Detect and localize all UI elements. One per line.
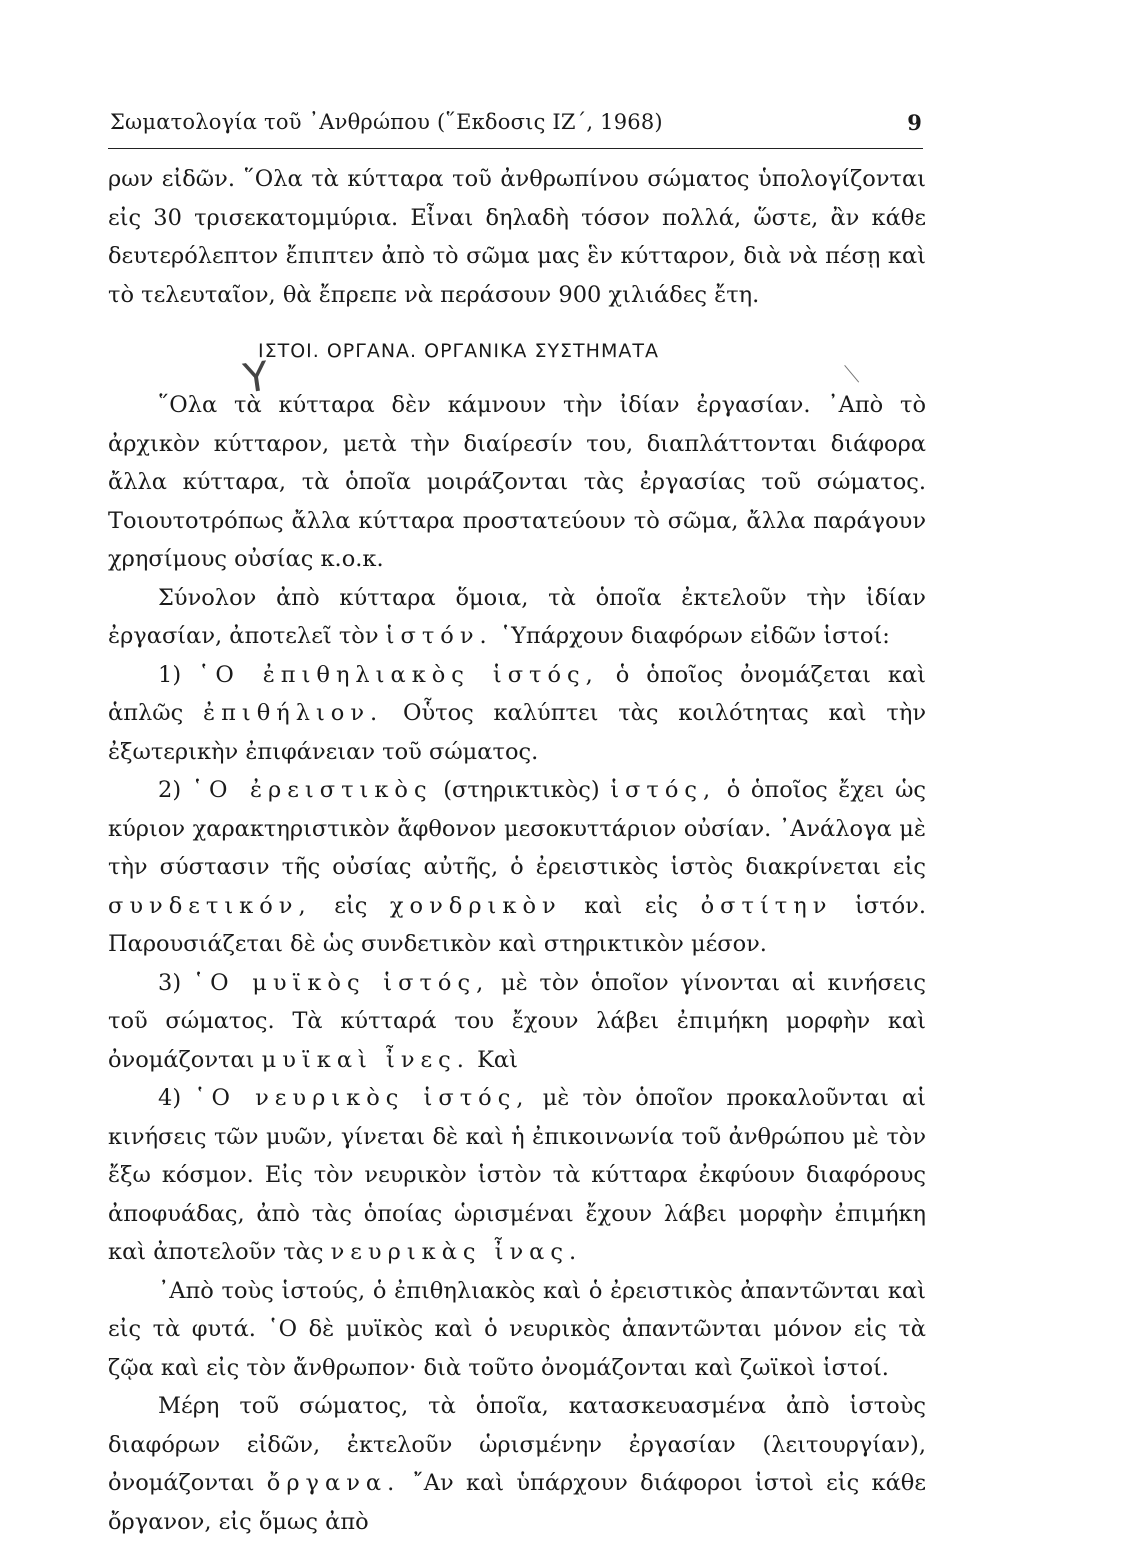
- section-heading: ΙΣΤΟΙ. ΟΡΓΑΝΑ. ΟΡΓΑΝΙΚΑ ΣΥΣΤΗΜΑΤΑ: [258, 340, 659, 362]
- page-number: 9: [907, 110, 922, 135]
- term-organa: ὄργανα.: [266, 1470, 401, 1496]
- term-neurikas-inas: νευρικὰς ἶνας.: [330, 1239, 583, 1265]
- term-chondrikon: χονδρικὸν: [389, 892, 562, 919]
- header-rule: [108, 148, 923, 149]
- paragraph-organs: Μέρη τοῦ σώματος, τὰ ὁποῖα, κατασκευασμένα ἀπὸ ἱστοὺς διαφόρων εἰδῶν, ἐκτελοῦν ὡρισμένην ἐργασίαν (λειτουργίαν), ὀνομάζονται ὄργανα. ῎Αν καὶ ὑπάρχουν διάφοροι ἱστοὶ εἰς κάθε ὄργανον, εἰς ὅμως ἀπὸ: [108, 1393, 926, 1535]
- term-epithelion: ἐπιθήλιον.: [203, 700, 384, 726]
- list-item-epithelial: 1) ῾Ο ἐπιθηλιακὸς ἱστός, ὁ ὁποῖος ὀνομάζεται καὶ ἁπλῶς ἐπιθήλιον. Οὗτος καλύπτει τὰς κοιλότητας καὶ τὴν ἐξωτερικὴν ἐπιφάνειαν τοῦ σώματος.: [108, 661, 927, 765]
- term-neurikos: ῾Ο νευρικὸς ἱστός,: [194, 1085, 530, 1111]
- term-istos: ἱστόν.: [385, 623, 493, 649]
- term-ereistikos: ῾Ο ἐρειστικὸς: [191, 777, 433, 803]
- term-myikai-ines: μυϊκαὶ ἶνες.: [261, 1046, 470, 1073]
- paragraph-tissue-distribution: ᾽Απὸ τοὺς ἱστούς, ὁ ἐπιθηλιακὸς καὶ ὁ ἐρειστικὸς ἀπαντῶνται καὶ εἰς τὰ φυτά. ῾Ο δὲ μυϊκὸς καὶ ὁ νευρικὸς ἀπαντῶνται μόνον εἰς τὰ ζῷα καὶ εἰς τὸν ἄνθρωπον· διὰ τοῦτο ὀνομάζονται καὶ ζωϊκοὶ ἱστοί.: [108, 1277, 926, 1381]
- term-ostitin: ὀστίτην: [700, 892, 833, 919]
- body-text: [108, 160, 926, 1541]
- running-header: [110, 110, 922, 134]
- paragraph-cells: ῞Ολα τὰ κύτταρα δὲν κάμνουν τὴν ἰδίαν ἐργασίαν. ᾽Απὸ τὸ ἀρχικὸν κύτταρον, μετὰ τὴν διαίρεσίν του, διαπλάττονται διάφορα ἄλλα κύτταρα, τὰ ὁποῖα μοιράζονται τὰς ἐργασίας τοῦ σώματος. Τοιουτοτρόπως ἄλλα κύτταρα προστατεύουν τὸ σῶμα, ἄλλα παράγουν χρησίμους οὐσίας κ.ο.κ.: [108, 392, 926, 572]
- term-syndetikon: συνδετικόν,: [108, 892, 312, 919]
- running-title: Σωματολογία τοῦ ᾽Ανθρώπου (῞Εκδοσις ΙΖ΄, 1968): [110, 110, 663, 134]
- list-item-nervous: 4) ῾Ο νευρικὸς ἱστός, μὲ τὸν ὁποῖον προκαλοῦνται αἱ κινήσεις τῶν μυῶν, γίνεται δὲ καὶ ἡ ἐπικοινωνία τοῦ ἀνθρώπου μὲ τὸν ἔξω κόσμον. Εἰς τὸν νευρικὸν ἱστὸν τὰ κύτταρα ἐκφύουν διαφόρους ἀποφυάδας, ἀπὸ τὰς ὁποίας ὡρισμέναι ἔχουν λάβει μορφὴν ἐπιμήκη καὶ ἀποτελοῦν τὰς νευρικὰς ἶνας.: [108, 1085, 926, 1265]
- list-item-muscular: 3) ῾Ο μυϊκὸς ἱστός, μὲ τὸν ὁποῖον γίνονται αἱ κινήσεις τοῦ σώματος. Τὰ κύτταρά του ἔχουν λάβει ἐπιμήκη μορφὴν καὶ ὀνομάζονται μυϊκαὶ ἶνες. Καὶ: [108, 969, 927, 1073]
- term-epithelial: ῾Ο ἐπιθηλιακὸς ἱστός,: [198, 661, 599, 688]
- intro-paragraph: ρων εἰδῶν. ῞Ολα τὰ κύτταρα τοῦ ἀνθρωπίνου σώματος ὑπολογίζονται εἰς 30 τρισεκατομμύρια. Εἶναι δηλαδὴ τόσον πολλά, ὥστε, ἂν κάθε δευτερόλεπτον ἔπιπτεν ἀπὸ τὸ σῶμα μας ἓν κύτταρον, διὰ νὰ πέσῃ καὶ τὸ τελευταῖον, θὰ ἔπρεπε νὰ περάσουν 900 χιλιάδες ἔτη.: [108, 166, 926, 308]
- term-istos-2: ἱστός,: [610, 777, 717, 803]
- term-myikos: ῾Ο μυϊκὸς ἱστός,: [192, 969, 490, 996]
- paragraph-tissue-definition: Σύνολον ἀπὸ κύτταρα ὅμοια, τὰ ὁποῖα ἐκτελοῦν τὴν ἰδίαν ἐργασίαν, ἀποτελεῖ τὸν ἱστόν. ῾Υπάρχουν διαφόρων εἰδῶν ἱστοί:: [108, 584, 926, 649]
- list-item-connective: 2) ῾Ο ἐρειστικὸς (στηρικτικὸς) ἱστός, ὁ ὁποῖος ἔχει ὡς κύριον χαρακτηριστικὸν ἄφθονον μεσοκυττάριον οὐσίαν. ᾽Ανάλογα μὲ τὴν σύστασιν τῆς οὐσίας αὐτῆς, ὁ ἐρειστικὸς ἱστὸς διακρίνεται εἰς συνδετικόν, εἰς χονδρικὸν καὶ εἰς ὀστίτην ἱστόν. Παρουσιάζεται δὲ ὡς συνδετικὸν καὶ στηρικτικὸν μέσον.: [108, 777, 927, 957]
- margin-mark-y: Y: [240, 353, 272, 403]
